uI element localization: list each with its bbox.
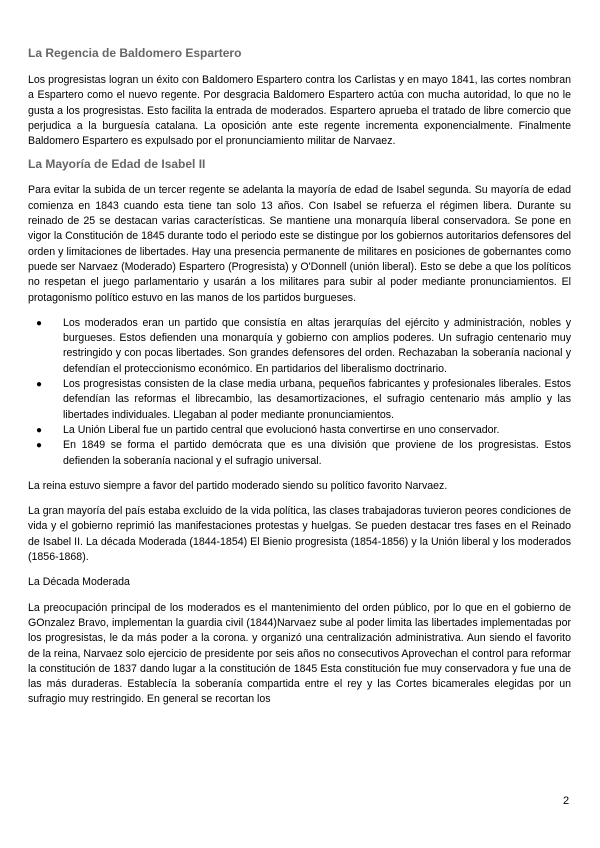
list-item-text: En 1849 se forma el partido demócrata que es una división que proviene de los progresistas. Estos defienden la soberanía nacional y el sufragio universal. bbox=[63, 439, 571, 467]
list-item-text: Los progresistas consisten de la clase media urbana, pequeños fabricantes y profesionales liberales. Estos defendían las reformas el librecambio, las desamortizaciones, el sufragio centenario más amplio y las libertades individuales. Llegaban al poder mediante pronunciamientos. bbox=[63, 378, 571, 421]
list-item-text: Los moderados eran un partido que consistía en altas jerarquías del ejército y administración, nobles y burgueses. Estos defienden una monarquía y gobierno con amplios poderes. Un sufragio centenario muy restringido y con pocas libertades. Son grandes defensores del orden. Rechazaban la soberanía nacional y defendían el proteccionismo económico. En partidarios del liberalismo doctrinario. bbox=[63, 316, 571, 375]
paragraph-reina: La reina estuvo siempre a favor del partido moderado siendo su político favorito Narvaez. bbox=[28, 479, 448, 492]
list-item-text: La Unión Liberal fue un partido central que evolucionó hasta convertirse en uno conservador. bbox=[63, 423, 500, 436]
paragraph-fases: La gran mayoría del país estaba excluido de la vida política, las clases trabajadoras tuvieron peores condiciones de vida y el gobierno reprimió las manifestaciones protestas y huelgas. Se pueden destacar tres fases en el Reinado de Isabel II. La década Moderada (1844-1854) El Bienio progresista (1854-1856) y la Unión liberal y los moderados (1856-1868). bbox=[28, 505, 571, 564]
heading-regencia: La Regencia de Baldomero Espartero bbox=[28, 46, 242, 60]
paragraph-decada-moderada: La preocupación principal de los moderados es el mantenimiento del orden público, por lo que en el gobierno de GOnzalez Bravo, implementan la guardia civil (1844)Narvaez sube al poder limita las libertades implementadas por los progresistas, le da más poder a la corona. y organizó una centralización administrativa. Aun siendo el favorito de la reina, Narvaez solo ejercicio de presidente por seis años no consecutivos Aprovechan el control para reformar la constitución de 1837 dando lugar a la constitución de 1845 Esta constitución fue muy conservadora y fue una de las más duraderas. Establecía la soberanía compartida entre el rey y las Cortes bicamerales elegidas por un sufragio muy restringido. En general se recortan los bbox=[28, 601, 571, 706]
list-item-union-liberal bbox=[36, 423, 571, 438]
list-item-democrata bbox=[36, 438, 571, 469]
page-number: 2 bbox=[563, 795, 570, 807]
list-item-moderados bbox=[36, 316, 571, 377]
bullet-icon: ● bbox=[36, 317, 43, 329]
party-list bbox=[28, 316, 571, 469]
bullet-icon: ● bbox=[36, 379, 43, 391]
paragraph-mayoria-edad: Para evitar la subida de un tercer regente se adelanta la mayoría de edad de Isabel segunda. Su mayoría de edad comienza en 1843 cuando esta tiene tan solo 13 años. Con Isabel se refuerza el régimen libera. Durante su reinado de 25 se destacan varias características. Se mantiene una monarquía liberal conservadora. Se pone en vigor la Constitución de 1845 durante todo el periodo este se distingue por los gobiernos autoritarios defensores del orden y limitaciones de libertades. Hay una presencia permanente de militares en posiciones de gobernantes como puede ser Narvaez (Moderado) Espartero (Progresista) y O'Donnell (unión liberal). Esto se debe a que los políticos no respetan el juego parlamentario y usarán a los militares para subir al poder mediante pronunciamientos. El protagonismo político estuvo en las manos de los partidos burgueses. bbox=[28, 184, 571, 304]
heading-mayoria-edad: La Mayoría de Edad de Isabel II bbox=[28, 157, 206, 172]
document-page bbox=[28, 46, 571, 708]
bullet-icon: ● bbox=[36, 424, 43, 436]
bullet-icon: ● bbox=[36, 440, 43, 452]
subheading-decada-moderada: La Década Moderada bbox=[28, 576, 130, 589]
paragraph-regencia: Los progresistas logran un éxito con Baldomero Espartero contra los Carlistas y en mayo 1841, las cortes nombran a Espartero como el nuevo regente. Por desgracia Baldomero Espartero actúa con mucha autoridad, lo que no le gusta a los progresistas. Esto facilita la entrada de moderados. Espartero aprueba el tratado de libre comercio que perjudica a la burguesía catalana. La oposición ante este regente incrementa exponencialmente. Finalmente Baldomero Espartero es expulsado por el pronunciamiento militar de Narvaez. bbox=[28, 74, 571, 148]
list-item-progresistas bbox=[36, 377, 571, 423]
